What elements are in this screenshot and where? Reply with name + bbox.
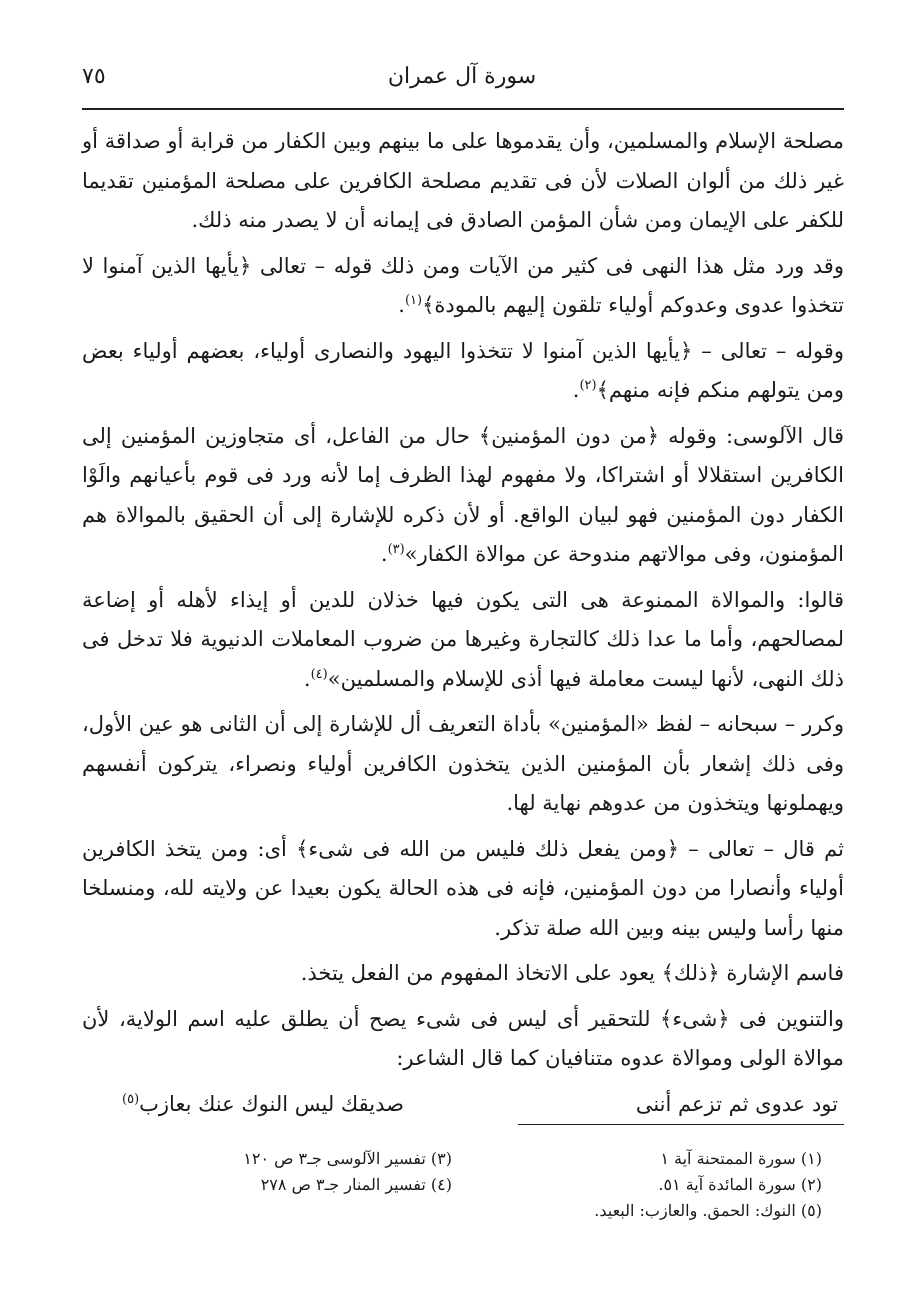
footnote-3: (٣) تفسير الآلوسى جـ٣ ص ١٢٠ <box>243 1149 452 1168</box>
footnote-row <box>82 1198 822 1224</box>
footnote-mark: (٣) <box>387 542 405 557</box>
paragraph-text: وقوله – تعالى – ﴿يأيها الذين آمنوا لا تتخذوا اليهود والنصارى أولياء، بعضهم أولياء بعض ومن يتولهم منكم فإنه منهم﴾ <box>82 338 844 402</box>
paragraph-text: قال الآلوسى: وقوله ﴿من دون المؤمنين﴾ حال من الفاعل، أى متجاوزين المؤمنين إلى الكافرين استقلالا أو اشتراكا، ولا مفهوم لهذا الظرف إما لأنه ورد فى قوم بأعيانهم والَوْا الكفار دون المؤمنين فهو لبيان الواقع. أو لأن ذكره للإشارة إلى أن الحقيق بالموالاة هم المؤمنون، وفى موالاتهم مندوحة عن موالاة الكفار» <box>82 423 844 566</box>
paragraph-text: قالوا: والموالاة الممنوعة هى التى يكون فيها خذلان للدين أو إيذاء لأهله أو إضاعة لمصالحهم، وأما ما عدا ذلك كالتجارة وغيرها من ضروب المعاملات الدنيوية فلا تدخل فى ذلك النهى، لأنها ليست معاملة فيها أذى للإسلام والمسلمين» <box>82 587 844 691</box>
verse-second-hemistich <box>122 1085 404 1125</box>
paragraph-text: والتنوين فى ﴿شىء﴾ للتحقير أى ليس فى شىء يصح أن يطلق عليه اسم الولاية، لأن موالاة الولى وموالاة عدوه متنافيان كما قال الشاعر: <box>82 1006 844 1070</box>
paragraph-5: قالوا: والموالاة الممنوعة هى التى يكون فيها خذلان للدين أو إيذاء لأهله أو إضاعة لمصالحهم، وأما ما عدا ذلك كالتجارة وغيرها من ضروب المعاملات الدنيوية فلا تدخل فى ذلك النهى، لأنها ليست معاملة فيها أذى للإسلام والمسلمين»$^{(٤)}$. <box>82 587 844 691</box>
footnote-2: (٢) سورة المائدة آية ٥١. <box>658 1175 822 1194</box>
paragraph-text: وقد ورد مثل هذا النهى فى كثير من الآيات ومن ذلك قوله – تعالى ﴿يأيها الذين آمنوا لا تتخذوا عدوى وعدوكم أولياء تلقون إليهم بالمودة﴾ <box>82 253 844 317</box>
footnote-mark: (٥) <box>122 1091 140 1107</box>
body-text <box>82 122 844 1124</box>
header-rule <box>82 108 844 110</box>
page-number: ٧٥ <box>82 64 106 89</box>
paragraph-text: مصلحة الإسلام والمسلمين، وأن يقدموها على ما بينهم وبين الكفار من قرابة أو صداقة أو غير ذلك من ألوان الصلات لأن فى تقديم مصلحة الكافرين على مصلحة المؤمنين تقديما للكفر على الإيمان ومن شأن المؤمن الصادق فى إيمانه أن لا يصدر منه ذلك. <box>82 129 845 232</box>
running-title: سورة آل عمران <box>387 64 537 89</box>
verse-first-hemistich: تود عدوى ثم تزعم أننى <box>635 1091 838 1116</box>
poetry-verse <box>82 1085 844 1125</box>
footnote-4: (٤) تفسير المنار جـ٣ ص ٢٧٨ <box>260 1175 452 1194</box>
footnote-row <box>82 1146 822 1172</box>
footnote-mark: (١) <box>404 293 423 308</box>
footnote-mark: (٢) <box>579 378 597 393</box>
footnote-5: (٥) النوك: الحمق. والعازب: البعيد. <box>594 1201 822 1220</box>
footnote-rule <box>518 1124 844 1125</box>
paragraph-7 <box>82 830 844 949</box>
paragraph-text: فاسم الإشارة ﴿ذلك﴾ يعود على الاتخاذ المفهوم من الفعل يتخذ. <box>300 961 844 985</box>
paragraph-6 <box>82 705 844 824</box>
paragraph-9 <box>82 1000 844 1079</box>
paragraph-4: قال الآلوسى: وقوله ﴿من دون المؤمنين﴾ حال من الفاعل، أى متجاوزين المؤمنين إلى الكافرين استقلالا أو اشتراكا، ولا مفهوم لهذا الظرف إما لأنه ورد فى قوم بأعيانهم والَوْا الكفار دون المؤمنين فهو لبيان الواقع. أو لأن ذكره للإشارة إلى أن الحقيق بالموالاة هم المؤمنون، وفى موالاتهم مندوحة عن موالاة الكفار»$^{(٣)}$. <box>82 423 844 566</box>
verse-second-text: صديقك ليس النوك عنك بعازب <box>139 1091 404 1116</box>
paragraph-text: وكرر – سبحانه – لفظ «المؤمنين» بأداة التعريف أل للإشارة إلى أن الثانى هو عين الأول، وفى ذلك إشعار بأن المؤمنين الذين يتخذون الكافرين أولياء ونصراء، يتركون أنفسهم ويهملونها ويتخذون من عدوهم نهاية لها. <box>82 712 844 815</box>
footnote-mark: (٤) <box>310 666 328 682</box>
paragraph-1 <box>82 122 844 241</box>
paragraph-3: وقوله – تعالى – ﴿يأيها الذين آمنوا لا تتخذوا اليهود والنصارى أولياء، بعضهم أولياء بعض ومن يتولهم منكم فإنه منهم﴾$^{(٢)}$. <box>82 338 844 402</box>
page-header <box>82 60 842 104</box>
footnote-row <box>82 1172 822 1198</box>
paragraph-2: وقد ورد مثل هذا النهى فى كثير من الآيات ومن ذلك قوله – تعالى ﴿يأيها الذين آمنوا لا تتخذوا عدوى وعدوكم أولياء تلقون إليهم بالمودة﴾$^{(١)}$. <box>82 253 844 317</box>
paragraph-8 <box>82 954 844 994</box>
footnotes <box>82 1146 822 1224</box>
paragraph-text: ثم قال – تعالى – ﴿ومن يفعل ذلك فليس من الله فى شىء﴾ أى: ومن يتخذ الكافرين أولياء وأنصارا من دون المؤمنين، فإنه فى هذه الحالة يكون بعيدا عن ولايته لله، ومنسلخا منها رأسا وليس بينه وبين الله صلة تذكر. <box>82 836 844 940</box>
footnote-1: (١) سورة الممتحنة آية ١ <box>660 1149 822 1168</box>
